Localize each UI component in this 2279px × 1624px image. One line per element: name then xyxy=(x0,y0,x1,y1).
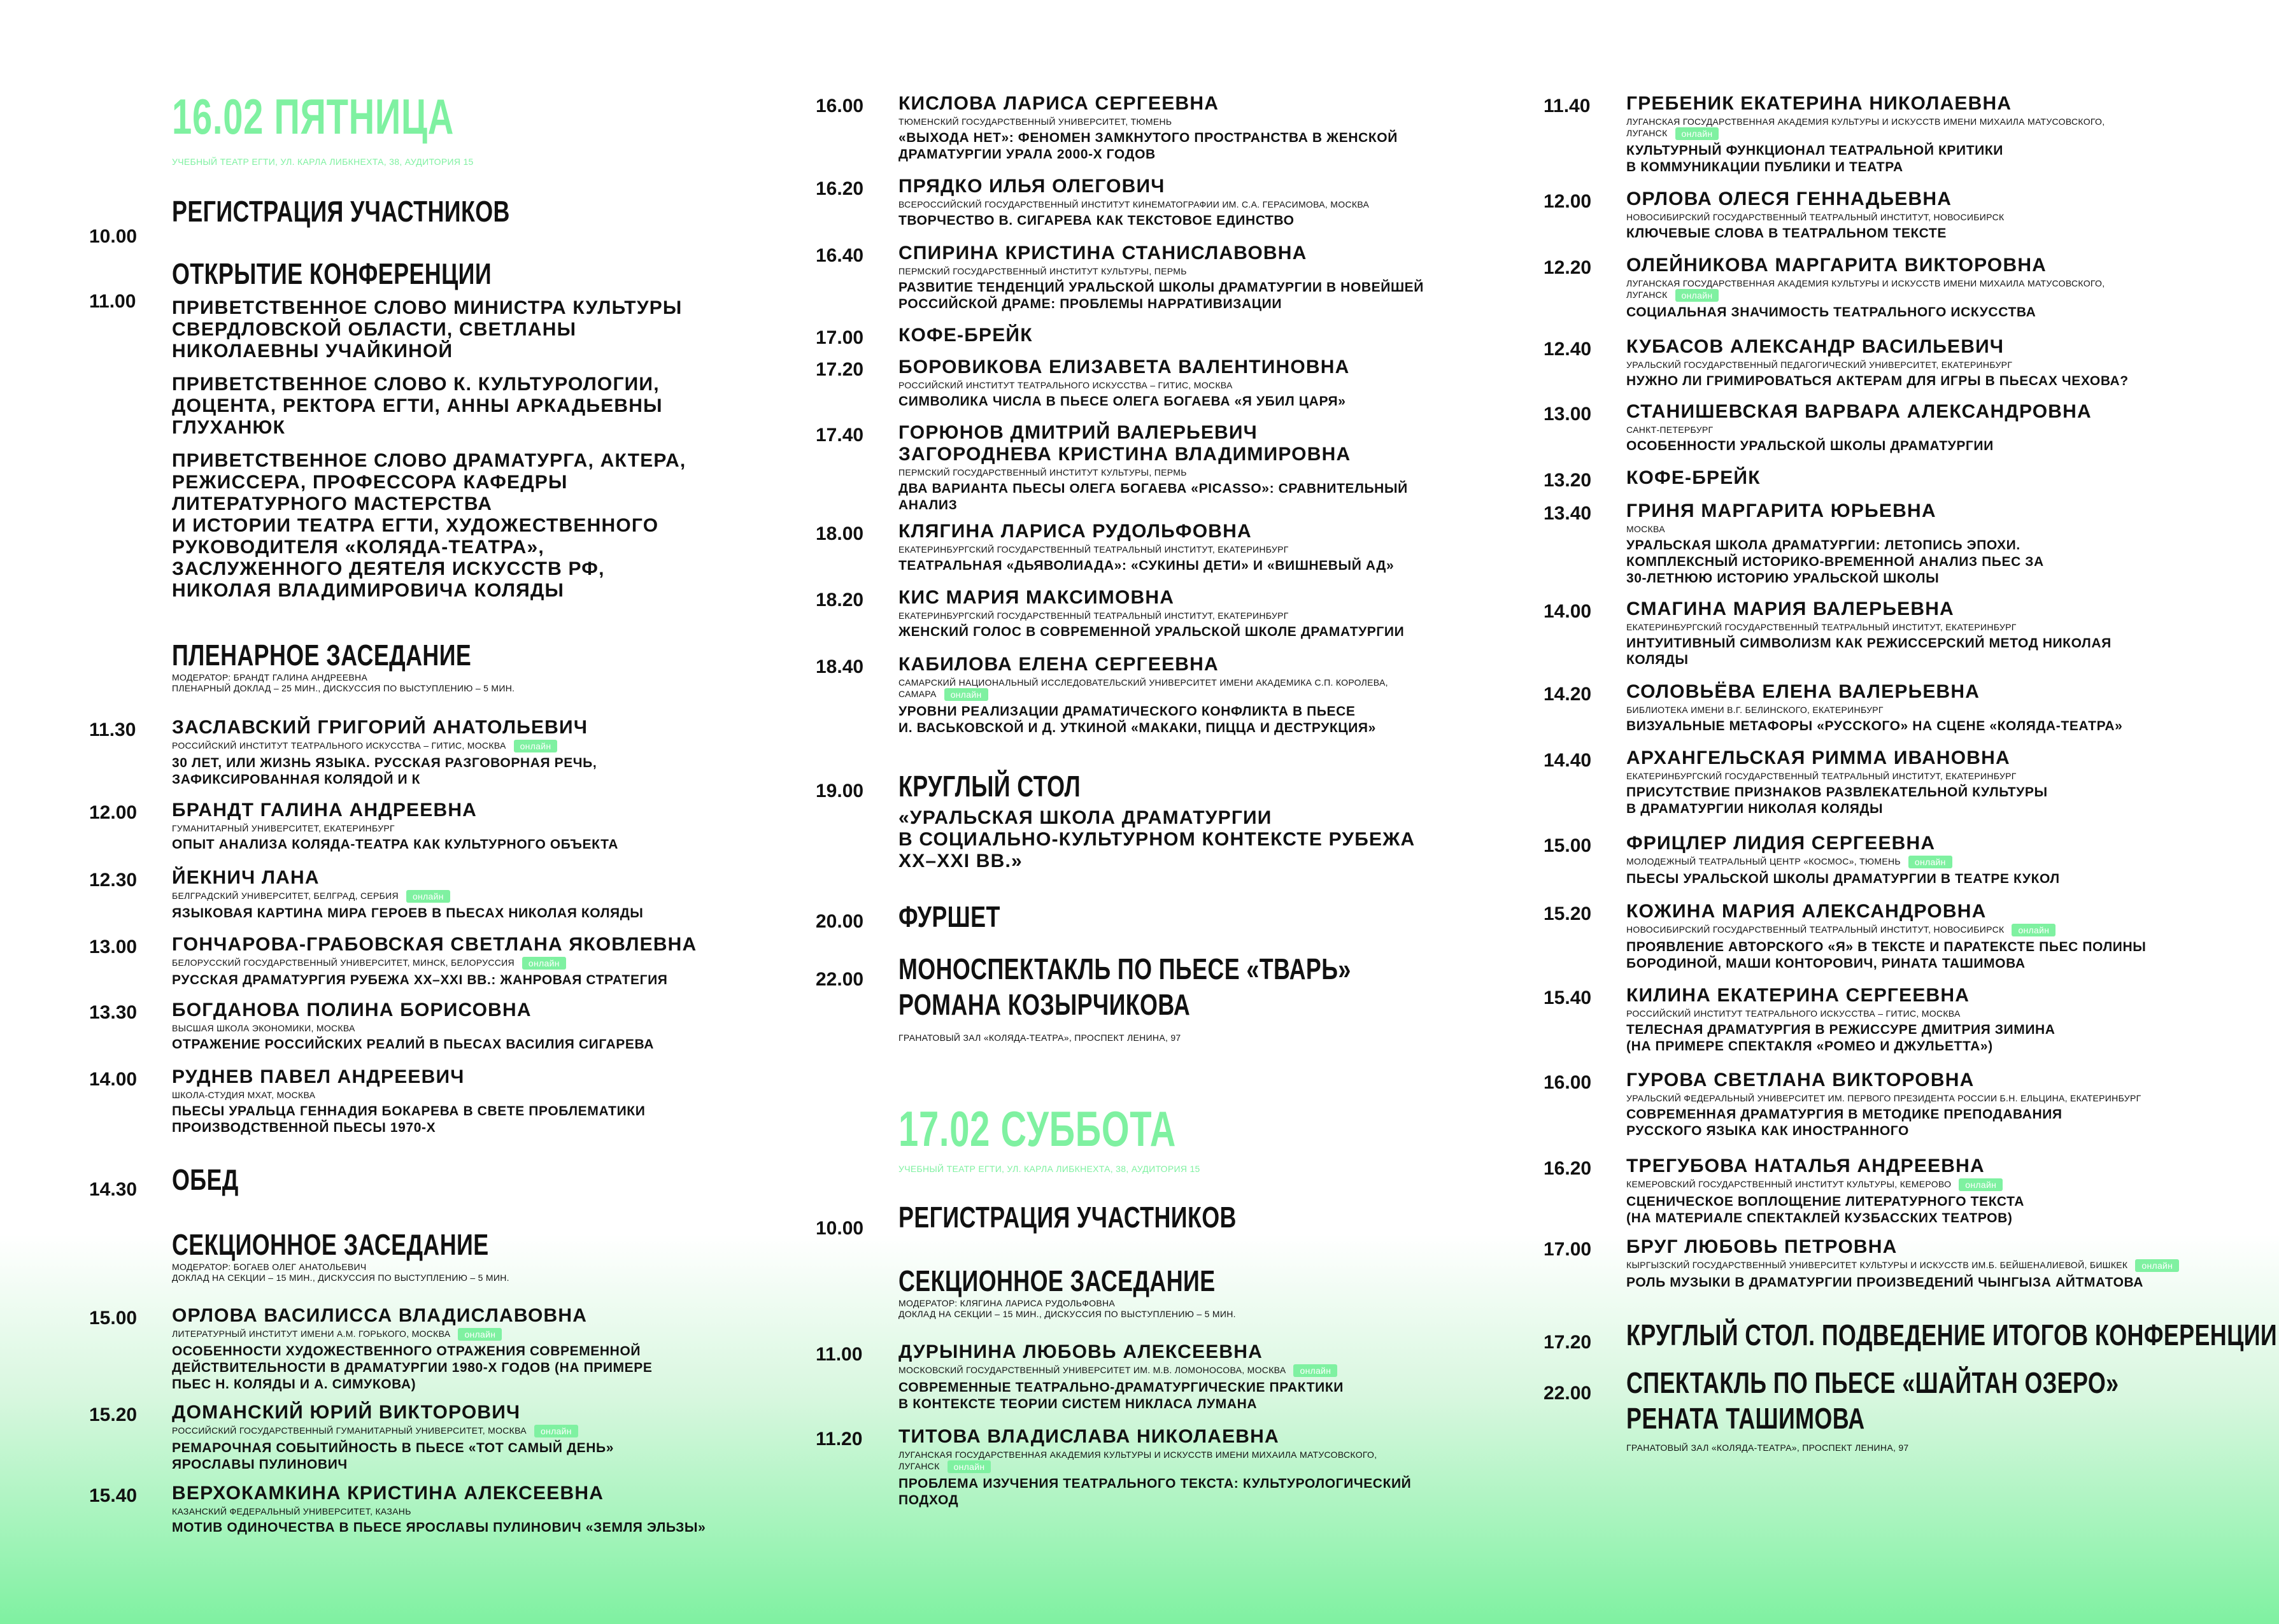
speaker-name: СПИРИНА КРИСТИНА СТАНИСЛАВОВНА xyxy=(898,243,1307,264)
online-badge: онлайн xyxy=(406,890,450,903)
speaker-name: КОЖИНА МАРИЯ АЛЕКСАНДРОВНА xyxy=(1626,901,1987,922)
speaker-affiliation: РОССИЙСКИЙ ИНСТИТУТ ТЕАТРАЛЬНОГО ИСКУССТВА – ГИТИС, МОСКВА xyxy=(172,740,506,751)
talk-time: 15.00 xyxy=(89,1308,138,1329)
talk-time: 14.20 xyxy=(1544,684,1592,705)
talk-title: НУЖНО ЛИ ГРИМИРОВАТЬСЯ АКТЕРАМ ДЛЯ ИГРЫ В ПЬЕСАХ ЧЕХОВА? xyxy=(1626,374,2129,388)
speaker-name: КУБАСОВ АЛЕКСАНДР ВАСИЛЬЕВИЧ xyxy=(1626,336,2005,357)
time: 22.00 xyxy=(816,969,864,990)
speaker-affiliation: ВСЕРОССИЙСКИЙ ГОСУДАРСТВЕННЫЙ ИНСТИТУТ КИНЕМАТОГРАФИИ ИМ. С.А. ГЕРАСИМОВА, МОСКВА xyxy=(898,199,1370,209)
online-badge: онлайн xyxy=(2012,924,2055,936)
opening-label: ОТКРЫТИЕ КОНФЕРЕНЦИИ xyxy=(172,257,492,290)
talk-time: 16.20 xyxy=(1544,1158,1592,1179)
talk-time: 18.20 xyxy=(816,590,864,611)
online-badge: онлайн xyxy=(534,1425,578,1437)
day-title-friday: 16.02 ПЯТНИЦА xyxy=(172,88,455,145)
time: 22.00 xyxy=(1544,1383,1592,1404)
talk-time: 18.00 xyxy=(816,523,864,544)
roundtable-topic: «УРАЛЬСКАЯ ШКОЛА ДРАМАТУРГИИ В СОЦИАЛЬНО-КУЛЬТУРНОМ КОНТЕКСТЕ РУБЕЖА XX–XXI ВВ.» xyxy=(898,807,1416,872)
speaker-affiliation: ТЮМЕНСКИЙ ГОСУДАРСТВЕННЫЙ УНИВЕРСИТЕТ, ТЮМЕНЬ xyxy=(898,117,1172,127)
speaker-name: ГОНЧАРОВА-ГРАБОВСКАЯ СВЕТЛАНА ЯКОВЛЕВНА xyxy=(172,934,697,955)
speaker-affiliation: ГУМАНИТАРНЫЙ УНИВЕРСИТЕТ, ЕКАТЕРИНБУРГ xyxy=(172,823,395,833)
talk-title: РОЛЬ МУЗЫКИ В ДРАМАТУРГИИ ПРОИЗВЕДЕНИЙ ЧЫНГЫЗА АЙТМАТОВА xyxy=(1626,1275,2144,1290)
speaker-affiliation: НОВОСИБИРСКИЙ ГОСУДАРСТВЕННЫЙ ТЕАТРАЛЬНЫЙ ИНСТИТУТ, НОВОСИБИРСК xyxy=(1626,212,2005,222)
speaker-name: КОФЕ-БРЕЙК xyxy=(898,325,1033,346)
speaker-affiliation: КЫРГЫЗСКИЙ ГОСУДАРСТВЕННЫЙ УНИВЕРСИТЕТ КУЛЬТУРЫ И ИСКУССТВ ИМ.Б. БЕЙШЕНАЛИЕВОЙ, БИШКЕК xyxy=(1626,1260,2128,1270)
plenary-format: ПЛЕНАРНЫЙ ДОКЛАД – 25 МИН., ДИСКУССИЯ ПО ВЫСТУПЛЕНИЮ – 5 МИН. xyxy=(172,683,515,693)
talk-time: 14.00 xyxy=(1544,601,1592,622)
online-badge: онлайн xyxy=(522,957,566,970)
online-badge: онлайн xyxy=(944,688,988,701)
talk-title: СОВРЕМЕННЫЕ ТЕАТРАЛЬНО-ДРАМАТУРГИЧЕСКИЕ ПРАКТИКИ В КОНТЕКСТЕ ТЕОРИИ СИСТЕМ НИКЛАСА ЛУМАНА xyxy=(898,1380,1344,1412)
talk-time: 17.00 xyxy=(1544,1239,1592,1260)
lunch-label: ОБЕД xyxy=(172,1163,239,1196)
speaker-affiliation: МОСКОВСКИЙ ГОСУДАРСТВЕННЫЙ УНИВЕРСИТЕТ ИМ. М.В. ЛОМОНОСОВА, МОСКВА xyxy=(898,1365,1286,1375)
talk-title: ВИЗУАЛЬНЫЕ МЕТАФОРЫ «РУССКОГО» НА СЦЕНЕ «КОЛЯДА-ТЕАТРА» xyxy=(1626,719,2123,733)
section-saturday-label: СЕКЦИОННОЕ ЗАСЕДАНИЕ xyxy=(898,1264,1216,1297)
talk-title: ПРОЯВЛЕНИЕ АВТОРСКОГО «Я» В ТЕКСТЕ И ПАРАТЕКСТЕ ПЬЕС ПОЛИНЫ БОРОДИНОЙ, МАШИ КОНТОРОВИЧ, РИНАТА ТАШИМОВА xyxy=(1626,940,2147,971)
registration-saturday-label: РЕГИСТРАЦИЯ УЧАСТНИКОВ xyxy=(898,1201,1237,1234)
talk-time: 15.20 xyxy=(89,1404,138,1425)
talk-title: ПЬЕСЫ УРАЛЬЦА ГЕННАДИЯ БОКАРЕВА В СВЕТЕ ПРОБЛЕМАТИКИ ПРОИЗВОДСТВЕННОЙ ПЬЕСЫ 1970-Х xyxy=(172,1104,646,1135)
speaker-name: СОЛОВЬЁВА ЕЛЕНА ВАЛЕРЬЕВНА xyxy=(1626,681,1980,702)
greeting-minister: ПРИВЕТСТВЕННОЕ СЛОВО МИНИСТРА КУЛЬТУРЫ СВЕРДЛОВСКОЙ ОБЛАСТИ, СВЕТЛАНЫ НИКОЛАЕВНЫ УЧАЙКИНОЙ xyxy=(172,297,683,362)
speaker-affiliation: ЛИТЕРАТУРНЫЙ ИНСТИТУТ ИМЕНИ А.М. ГОРЬКОГО, МОСКВА xyxy=(172,1329,451,1339)
speaker-name: ФРИЦЛЕР ЛИДИЯ СЕРГЕЕВНА xyxy=(1626,833,1936,854)
speaker-name: ПРЯДКО ИЛЬЯ ОЛЕГОВИЧ xyxy=(898,176,1165,197)
talk-time: 14.00 xyxy=(89,1069,138,1090)
time: 14.30 xyxy=(89,1179,138,1200)
speaker-affiliation: ЕКАТЕРИНБУРГСКИЙ ГОСУДАРСТВЕННЫЙ ТЕАТРАЛЬНЫЙ ИНСТИТУТ, ЕКАТЕРИНБУРГ xyxy=(1626,622,2017,632)
talk-title: СЦЕНИЧЕСКОЕ ВОПЛОЩЕНИЕ ЛИТЕРАТУРНОГО ТЕКСТА (НА МАТЕРИАЛЕ СПЕКТАКЛЕЙ КУЗБАССКИХ ТЕАТРОВ) xyxy=(1626,1194,2024,1226)
speaker-affiliation: ЕКАТЕРИНБУРГСКИЙ ГОСУДАРСТВЕННЫЙ ТЕАТРАЛЬНЫЙ ИНСТИТУТ, ЕКАТЕРИНБУРГ xyxy=(1626,771,2017,781)
speaker-name: БОГДАНОВА ПОЛИНА БОРИСОВНА xyxy=(172,999,532,1020)
speaker-name: КОФЕ-БРЕЙК xyxy=(1626,467,1761,488)
greeting-rector: ПРИВЕТСТВЕННОЕ СЛОВО К. КУЛЬТУРОЛОГИИ, ДОЦЕНТА, РЕКТОРА ЕГТИ, АННЫ АРКАДЬЕВНЫ ГЛУХАНЮК xyxy=(172,374,663,438)
talk-time: 17.20 xyxy=(816,359,864,380)
section-saturday-moderator: МОДЕРАТОР: КЛЯГИНА ЛАРИСА РУДОЛЬФОВНА xyxy=(898,1298,1116,1308)
speaker-name: ТРЕГУБОВА НАТАЛЬЯ АНДРЕЕВНА xyxy=(1626,1155,1985,1176)
talk-time: 12.30 xyxy=(89,870,138,891)
talk-title: КУЛЬТУРНЫЙ ФУНКЦИОНАЛ ТЕАТРАЛЬНОЙ КРИТИКИ В КОММУНИКАЦИИ ПУБЛИКИ И ТЕАТРА xyxy=(1626,143,2003,175)
speaker-name: БОРОВИКОВА ЕЛИЗАВЕТА ВАЛЕНТИНОВНА xyxy=(898,357,1350,378)
online-badge: онлайн xyxy=(1908,856,1952,868)
speaker-affiliation: КЕМЕРОВСКИЙ ГОСУДАРСТВЕННЫЙ ИНСТИТУТ КУЛЬТУРЫ, КЕМЕРОВО xyxy=(1626,1179,1952,1189)
talk-time: 13.00 xyxy=(89,936,138,957)
talk-title: ТЕАТРАЛЬНАЯ «ДЬЯВОЛИАДА»: «СУКИНЫ ДЕТИ» И «ВИШНЕВЫЙ АД» xyxy=(898,558,1395,573)
section-label: СЕКЦИОННОЕ ЗАСЕДАНИЕ xyxy=(172,1228,489,1261)
column-friday-evening xyxy=(816,0,1452,1624)
speaker-name: АРХАНГЕЛЬСКАЯ РИММА ИВАНОВНА xyxy=(1626,747,2010,768)
online-badge: онлайн xyxy=(514,740,558,752)
closing-label: КРУГЛЫЙ СТОЛ. ПОДВЕДЕНИЕ ИТОГОВ КОНФЕРЕНЦИИ xyxy=(1626,1318,2278,1352)
speaker-name: ГУРОВА СВЕТЛАНА ВИКТОРОВНА xyxy=(1626,1070,1975,1091)
roundtable-label: КРУГЛЫЙ СТОЛ xyxy=(898,770,1081,803)
speaker-name: ЗАСЛАВСКИЙ ГРИГОРИЙ АНАТОЛЬЕВИЧ xyxy=(172,717,588,738)
speaker-affiliation: РОССИЙСКИЙ ГОСУДАРСТВЕННЫЙ ГУМАНИТАРНЫЙ УНИВЕРСИТЕТ, МОСКВА xyxy=(172,1425,527,1436)
talk-title: ИНТУИТИВНЫЙ СИМВОЛИЗМ КАК РЕЖИССЕРСКИЙ МЕТОД НИКОЛАЯ КОЛЯДЫ xyxy=(1626,636,2112,667)
speaker-name: КИСЛОВА ЛАРИСА СЕРГЕЕВНА xyxy=(898,93,1219,114)
talk-time: 13.00 xyxy=(1544,404,1592,425)
speaker-affiliation: БИБЛИОТЕКА ИМЕНИ В.Г. БЕЛИНСКОГО, ЕКАТЕРИНБУРГ xyxy=(1626,705,1884,715)
talk-time: 12.20 xyxy=(1544,257,1592,278)
talk-time: 15.20 xyxy=(1544,903,1592,924)
talk-title: ПЬЕСЫ УРАЛЬСКОЙ ШКОЛЫ ДРАМАТУРГИИ В ТЕАТРЕ КУКОЛ xyxy=(1626,872,2060,887)
speaker-affiliation: ЛУГАНСКАЯ ГОСУДАРСТВЕННАЯ АКАДЕМИЯ КУЛЬТУРЫ И ИСКУССТВ ИМЕНИ МИХАИЛА МАТУСОВСКОГО, ЛУГАНСК xyxy=(898,1450,1377,1471)
show-label: СПЕКТАКЛЬ ПО ПЬЕСЕ «ШАЙТАН ОЗЕРО» РЕНАТА ТАШИМОВА xyxy=(1626,1366,2119,1435)
speaker-affiliation: НОВОСИБИРСКИЙ ГОСУДАРСТВЕННЫЙ ТЕАТРАЛЬНЫЙ ИНСТИТУТ, НОВОСИБИРСК xyxy=(1626,924,2005,935)
talk-title: КЛЮЧЕВЫЕ СЛОВА В ТЕАТРАЛЬНОМ ТЕКСТЕ xyxy=(1626,226,1947,241)
talk-time: 12.00 xyxy=(1544,191,1592,212)
talk-title: РАЗВИТИЕ ТЕНДЕНЦИЙ УРАЛЬСКОЙ ШКОЛЫ ДРАМАТУРГИИ В НОВЕЙШЕЙ РОССИЙСКОЙ ДРАМЕ: ПРОБЛЕМЫ НАРРАТИВИЗАЦИИ xyxy=(898,280,1424,311)
talk-title: ОТРАЖЕНИЕ РОССИЙСКИХ РЕАЛИЙ В ПЬЕСАХ ВАСИЛИЯ СИГАРЕВА xyxy=(172,1037,654,1052)
speaker-affiliation: МОСКВА xyxy=(1626,524,1665,534)
speaker-name: ОЛЕЙНИКОВА МАРГАРИТА ВИКТОРОВНА xyxy=(1626,255,2047,276)
talk-time: 14.40 xyxy=(1544,750,1592,771)
talk-time: 13.30 xyxy=(89,1002,138,1023)
speaker-affiliation: САНКТ-ПЕТЕРБУРГ xyxy=(1626,425,1714,435)
speaker-name: КИС МАРИЯ МАКСИМОВНА xyxy=(898,587,1175,608)
talk-time: 17.40 xyxy=(816,425,864,446)
time: 11.00 xyxy=(89,291,136,312)
talk-title: ОПЫТ АНАЛИЗА КОЛЯДА-ТЕАТРА КАК КУЛЬТУРНОГО ОБЪЕКТА xyxy=(172,837,618,852)
speaker-name: ВЕРХОКАМКИНА КРИСТИНА АЛЕКСЕЕВНА xyxy=(172,1483,604,1504)
column-friday xyxy=(89,0,732,1624)
talk-time: 16.00 xyxy=(816,95,864,117)
talk-time: 11.30 xyxy=(89,719,136,740)
talk-time: 16.20 xyxy=(816,178,864,199)
talk-title: МОТИВ ОДИНОЧЕСТВА В ПЬЕСЕ ЯРОСЛАВЫ ПУЛИНОВИЧ «ЗЕМЛЯ ЭЛЬЗЫ» xyxy=(172,1520,706,1535)
time: 10.00 xyxy=(816,1218,864,1239)
speaker-affiliation: МОЛОДЕЖНЫЙ ТЕАТРАЛЬНЫЙ ЦЕНТР «КОСМОС», ТЮМЕНЬ xyxy=(1626,856,1901,866)
speaker-name: ОРЛОВА ОЛЕСЯ ГЕННАДЬЕВНА xyxy=(1626,188,1952,209)
speaker-affiliation: ВЫСШАЯ ШКОЛА ЭКОНОМИКИ, МОСКВА xyxy=(172,1023,355,1033)
talk-title: ТЕЛЕСНАЯ ДРАМАТУРГИЯ В РЕЖИССУРЕ ДМИТРИЯ ЗИМИНА (НА ПРИМЕРЕ СПЕКТАКЛЯ «РОМЕО И ДЖУЛЬЕТТА») xyxy=(1626,1022,2055,1054)
talk-time: 16.00 xyxy=(1544,1072,1592,1093)
online-badge: онлайн xyxy=(1675,127,1719,140)
speaker-name: ГРЕБЕНИК ЕКАТЕРИНА НИКОЛАЕВНА xyxy=(1626,93,2012,114)
talk-title: СИМВОЛИКА ЧИСЛА В ПЬЕСЕ ОЛЕГА БОГАЕВА «Я УБИЛ ЦАРЯ» xyxy=(898,394,1346,409)
time: 17.20 xyxy=(1544,1332,1592,1353)
speaker-affiliation: ЛУГАНСКАЯ ГОСУДАРСТВЕННАЯ АКАДЕМИЯ КУЛЬТУРЫ И ИСКУССТВ ИМЕНИ МИХАИЛА МАТУСОВСКОГО, ЛУГАНСК xyxy=(1626,117,2105,138)
time: 19.00 xyxy=(816,780,864,801)
talk-title: ОСОБЕННОСТИ ХУДОЖЕСТВЕННОГО ОТРАЖЕНИЯ СОВРЕМЕННОЙ ДЕЙСТВИТЕЛЬНОСТИ В ДРАМАТУРГИИ 1980-Х ГОДОВ (НА ПРИМЕРЕ ПЬЕС Н. КОЛЯДЫ И А. СИМУКОВА) xyxy=(172,1344,653,1392)
talk-title: УРОВНИ РЕАЛИЗАЦИИ ДРАМАТИЧЕСКОГО КОНФЛИКТА В ПЬЕСЕ И. ВАСЬКОВСКОЙ И Д. УТКИНОЙ «МАКАКИ, ПИЦЦА И ДЕСТРУКЦИЯ» xyxy=(898,704,1376,736)
speaker-name: СМАГИНА МАРИЯ ВАЛЕРЬЕВНА xyxy=(1626,598,1954,619)
speaker-name: СТАНИШЕВСКАЯ ВАРВАРА АЛЕКСАНДРОВНА xyxy=(1626,401,2092,422)
speaker-name: ДОМАНСКИЙ ЮРИЙ ВИКТОРОВИЧ xyxy=(172,1402,521,1423)
speaker-affiliation: УРАЛЬСКИЙ ГОСУДАРСТВЕННЫЙ ПЕДАГОГИЧЕСКИЙ УНИВЕРСИТЕТ, ЕКАТЕРИНБУРГ xyxy=(1626,360,2013,370)
speaker-affiliation: ПЕРМСКИЙ ГОСУДАРСТВЕННЫЙ ИНСТИТУТ КУЛЬТУРЫ, ПЕРМЬ xyxy=(898,266,1187,276)
speaker-name: КИЛИНА ЕКАТЕРИНА СЕРГЕЕВНА xyxy=(1626,985,1970,1006)
talk-time: 11.40 xyxy=(1544,95,1591,117)
talk-time: 15.40 xyxy=(89,1485,138,1506)
talk-title: РЕМАРОЧНАЯ СОБЫТИЙНОСТЬ В ПЬЕСЕ «ТОТ САМЫЙ ДЕНЬ» ЯРОСЛАВЫ ПУЛИНОВИЧ xyxy=(172,1441,614,1472)
venue-saturday: УЧЕБНЫЙ ТЕАТР ЕГТИ, УЛ. КАРЛА ЛИБКНЕХТА, 38, АУДИТОРИЯ 15 xyxy=(898,1164,1200,1174)
plenary-moderator: МОДЕРАТОР: БРАНДТ ГАЛИНА АНДРЕЕВНА xyxy=(172,672,368,682)
speaker-name: БРУГ ЛЮБОВЬ ПЕТРОВНА xyxy=(1626,1236,1898,1257)
plenary-label: ПЛЕНАРНОЕ ЗАСЕДАНИЕ xyxy=(172,639,472,672)
speaker-affiliation: САМАРСКИЙ НАЦИОНАЛЬНЫЙ ИССЛЕДОВАТЕЛЬСКИЙ УНИВЕРСИТЕТ ИМЕНИ АКАДЕМИКА С.П. КОРОЛЕВА, САМАРА xyxy=(898,677,1388,699)
speaker-affiliation: ЕКАТЕРИНБУРГСКИЙ ГОСУДАРСТВЕННЫЙ ТЕАТРАЛЬНЫЙ ИНСТИТУТ, ЕКАТЕРИНБУРГ xyxy=(898,611,1289,621)
mono-label: МОНОСПЕКТАКЛЬ ПО ПЬЕСЕ «ТВАРЬ» РОМАНА КОЗЫРЧИКОВА xyxy=(898,952,1351,1021)
speaker-name: ТИТОВА ВЛАДИСЛАВА НИКОЛАЕВНА xyxy=(898,1426,1279,1447)
section-moderator: МОДЕРАТОР: БОГАЕВ ОЛЕГ АНАТОЛЬЕВИЧ xyxy=(172,1262,367,1272)
talk-time: 16.40 xyxy=(816,245,864,266)
speaker-name: КЛЯГИНА ЛАРИСА РУДОЛЬФОВНА xyxy=(898,521,1252,542)
talk-title: «ВЫХОДА НЕТ»: ФЕНОМЕН ЗАМКНУТОГО ПРОСТРАНСТВА В ЖЕНСКОЙ ДРАМАТУРГИИ УРАЛА 2000-Х ГОДОВ xyxy=(898,131,1398,162)
speaker-affiliation: БЕЛОРУССКИЙ ГОСУДАРСТВЕННЫЙ УНИВЕРСИТЕТ, МИНСК, БЕЛОРУССИЯ xyxy=(172,957,515,968)
speaker-affiliation: ЕКАТЕРИНБУРГСКИЙ ГОСУДАРСТВЕННЫЙ ТЕАТРАЛЬНЫЙ ИНСТИТУТ, ЕКАТЕРИНБУРГ xyxy=(898,544,1289,554)
speaker-name: ДУРЫНИНА ЛЮБОВЬ АЛЕКСЕЕВНА xyxy=(898,1341,1263,1362)
speaker-affiliation: РОССИЙСКИЙ ИНСТИТУТ ТЕАТРАЛЬНОГО ИСКУССТВА – ГИТИС, МОСКВА xyxy=(1626,1008,1961,1019)
time: 10.00 xyxy=(89,226,138,247)
online-badge: онлайн xyxy=(1959,1178,2003,1191)
time: 20.00 xyxy=(816,911,864,932)
speaker-name: ЙЕКНИЧ ЛАНА xyxy=(172,867,320,888)
speaker-affiliation: КАЗАНСКИЙ ФЕДЕРАЛЬНЫЙ УНИВЕРСИТЕТ, КАЗАНЬ xyxy=(172,1506,411,1516)
greeting-kolyada: ПРИВЕТСТВЕННОЕ СЛОВО ДРАМАТУРГА, АКТЕРА, РЕЖИССЕРА, ПРОФЕССОРА КАФЕДРЫ ЛИТЕРАТУРНОГО МАСТЕРСТВА И ИСТОРИИ ТЕАТРА ЕГТИ, ХУДОЖЕСТВЕННОГО РУКОВОДИТЕЛЯ «КОЛЯДА-ТЕАТРА», ЗАСЛУЖЕННОГО ДЕЯТЕЛЯ ИСКУССТВ РФ, НИКОЛАЯ ВЛАДИМИРОВИЧА КОЛЯДЫ xyxy=(172,450,686,601)
talk-time: 12.00 xyxy=(89,802,138,823)
talk-title: УРАЛЬСКАЯ ШКОЛА ДРАМАТУРГИИ: ЛЕТОПИСЬ ЭПОХИ. КОМПЛЕКСНЫЙ ИСТОРИКО-ВРЕМЕННОЙ АНАЛИЗ ПЬЕС ЗА 30-ЛЕТНЮЮ ИСТОРИЮ УРАЛЬСКОЙ ШКОЛЫ xyxy=(1626,538,2044,586)
talk-title: ЯЗЫКОВАЯ КАРТИНА МИРА ГЕРОЕВ В ПЬЕСАХ НИКОЛАЯ КОЛЯДЫ xyxy=(172,906,644,921)
online-badge: онлайн xyxy=(948,1460,991,1473)
talk-title: ТВОРЧЕСТВО В. СИГАРЕВА КАК ТЕКСТОВОЕ ЕДИНСТВО xyxy=(898,213,1295,228)
venue-friday: УЧЕБНЫЙ ТЕАТР ЕГТИ, УЛ. КАРЛА ЛИБКНЕХТА, 38, АУДИТОРИЯ 15 xyxy=(172,157,474,167)
speaker-name: КАБИЛОВА ЕЛЕНА СЕРГЕЕВНА xyxy=(898,654,1219,675)
online-badge: онлайн xyxy=(1675,289,1719,302)
talk-time: 11.20 xyxy=(816,1429,863,1450)
speaker-name: ГРИНЯ МАРГАРИТА ЮРЬЕВНА xyxy=(1626,500,1936,521)
talk-title: СОВРЕМЕННАЯ ДРАМАТУРГИЯ В МЕТОДИКЕ ПРЕПОДАВАНИЯ РУССКОГО ЯЗЫКА КАК ИНОСТРАННОГО xyxy=(1626,1107,2062,1138)
talk-time: 13.20 xyxy=(1544,470,1592,491)
mono-venue: ГРАНАТОВЫЙ ЗАЛ «КОЛЯДА-ТЕАТРА», ПРОСПЕКТ ЛЕНИНА, 97 xyxy=(898,1033,1181,1043)
talk-time: 12.40 xyxy=(1544,339,1592,360)
talk-time: 15.40 xyxy=(1544,987,1592,1008)
speaker-name: БРАНДТ ГАЛИНА АНДРЕЕВНА xyxy=(172,800,478,821)
talk-time: 17.00 xyxy=(816,327,864,348)
section-saturday-format: ДОКЛАД НА СЕКЦИИ – 15 МИН., ДИСКУССИЯ ПО ВЫСТУПЛЕНИЮ – 5 МИН. xyxy=(898,1309,1236,1319)
talk-title: ПРИСУТСТВИЕ ПРИЗНАКОВ РАЗВЛЕКАТЕЛЬНОЙ КУЛЬТУРЫ В ДРАМАТУРГИИ НИКОЛАЯ КОЛЯДЫ xyxy=(1626,785,2048,816)
talk-title: ОСОБЕННОСТИ УРАЛЬСКОЙ ШКОЛЫ ДРАМАТУРГИИ xyxy=(1626,439,1994,453)
speaker-name: ГОРЮНОВ ДМИТРИЙ ВАЛЕРЬЕВИЧ ЗАГОРОДНЕВА КРИСТИНА ВЛАДИМИРОВНА xyxy=(898,422,1351,465)
online-badge: онлайн xyxy=(1293,1364,1337,1377)
registration-label: РЕГИСТРАЦИЯ УЧАСТНИКОВ xyxy=(172,195,510,228)
section-format: ДОКЛАД НА СЕКЦИИ – 15 МИН., ДИСКУССИЯ ПО ВЫСТУПЛЕНИЮ – 5 МИН. xyxy=(172,1273,509,1283)
speaker-affiliation: УРАЛЬСКИЙ ФЕДЕРАЛЬНЫЙ УНИВЕРСИТЕТ ИМ. ПЕРВОГО ПРЕЗИДЕНТА РОССИИ Б.Н. ЕЛЬЦИНА, ЕКАТЕРИНБУРГ xyxy=(1626,1093,2141,1103)
speaker-name: ОРЛОВА ВАСИЛИССА ВЛАДИСЛАВОВНА xyxy=(172,1305,588,1326)
talk-time: 11.00 xyxy=(816,1344,863,1365)
talk-title: ЖЕНСКИЙ ГОЛОС В СОВРЕМЕННОЙ УРАЛЬСКОЙ ШКОЛЕ ДРАМАТУРГИИ xyxy=(898,625,1405,639)
speaker-affiliation: ЛУГАНСКАЯ ГОСУДАРСТВЕННАЯ АКАДЕМИЯ КУЛЬТУРЫ И ИСКУССТВ ИМЕНИ МИХАИЛА МАТУСОВСКОГО, ЛУГАНСК xyxy=(1626,278,2105,300)
buffet-label: ФУРШЕТ xyxy=(898,900,1000,933)
talk-time: 15.00 xyxy=(1544,835,1592,856)
speaker-name: РУДНЕВ ПАВЕЛ АНДРЕЕВИЧ xyxy=(172,1066,465,1087)
talk-time: 13.40 xyxy=(1544,503,1592,524)
online-badge: онлайн xyxy=(458,1328,502,1341)
talk-title: СОЦИАЛЬНАЯ ЗНАЧИМОСТЬ ТЕАТРАЛЬНОГО ИСКУССТВА xyxy=(1626,305,2036,320)
speaker-affiliation: РОССИЙСКИЙ ИНСТИТУТ ТЕАТРАЛЬНОГО ИСКУССТВА – ГИТИС, МОСКВА xyxy=(898,380,1233,390)
column-saturday xyxy=(1544,0,2278,1624)
day-title-saturday: 17.02 СУББОТА xyxy=(898,1101,1176,1157)
online-badge: онлайн xyxy=(2135,1259,2179,1272)
speaker-affiliation: ШКОЛА-СТУДИЯ МХАТ, МОСКВА xyxy=(172,1090,316,1100)
speaker-affiliation: БЕЛГРАДСКИЙ УНИВЕРСИТЕТ, БЕЛГРАД, СЕРБИЯ xyxy=(172,891,399,901)
talk-title: 30 ЛЕТ, ИЛИ ЖИЗНЬ ЯЗЫКА. РУССКАЯ РАЗГОВОРНАЯ РЕЧЬ, ЗАФИКСИРОВАННАЯ КОЛЯДОЙ И К xyxy=(172,756,597,787)
talk-title: ПРОБЛЕМА ИЗУЧЕНИЯ ТЕАТРАЛЬНОГО ТЕКСТА: КУЛЬТУРОЛОГИЧЕСКИЙ ПОДХОД xyxy=(898,1476,1412,1508)
talk-time: 18.40 xyxy=(816,656,864,677)
show-venue: ГРАНАТОВЫЙ ЗАЛ «КОЛЯДА-ТЕАТРА», ПРОСПЕКТ ЛЕНИНА, 97 xyxy=(1626,1443,1909,1453)
speaker-affiliation: ПЕРМСКИЙ ГОСУДАРСТВЕННЫЙ ИНСТИТУТ КУЛЬТУРЫ, ПЕРМЬ xyxy=(898,467,1187,477)
talk-title: ДВА ВАРИАНТА ПЬЕСЫ ОЛЕГА БОГАЕВА «PICASSO»: СРАВНИТЕЛЬНЫЙ АНАЛИЗ xyxy=(898,481,1408,512)
talk-title: РУССКАЯ ДРАМАТУРГИЯ РУБЕЖА XX–XXI ВВ.: ЖАНРОВАЯ СТРАТЕГИЯ xyxy=(172,973,668,988)
